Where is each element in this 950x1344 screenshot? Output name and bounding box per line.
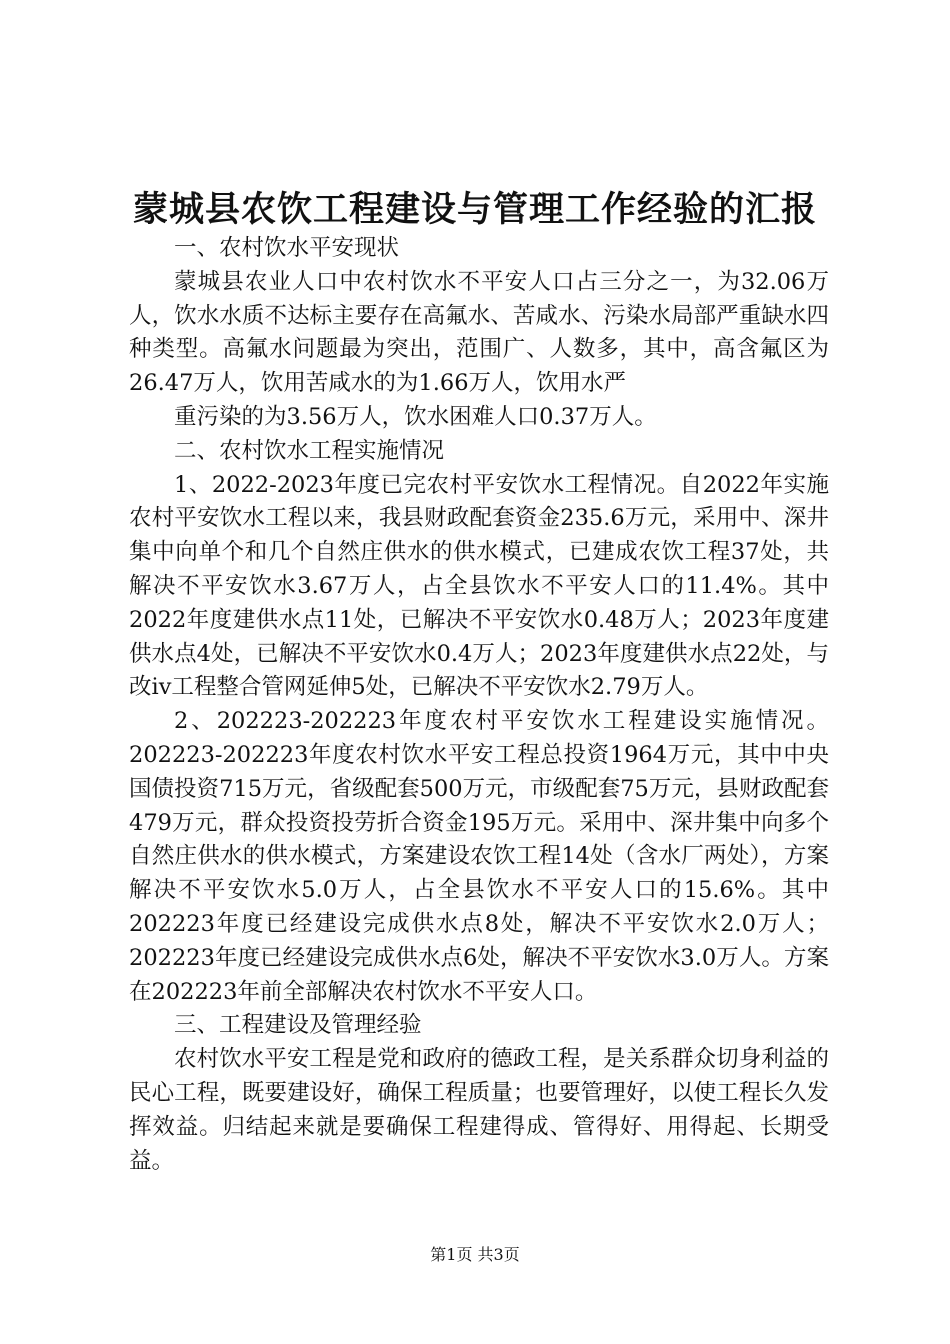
document-title: 蒙城县农饮工程建设与管理工作经验的汇报 [132, 189, 817, 230]
paragraph: 2、202223-202223年度农村平安饮水工程建设实施情况。202223-202223年度农村饮水平安工程总投资1964万元，其中中央国债投资715万元，省级配套500万元，市级配套75万元，县财政配套479万元，群众投资投劳折合资金195万元。采用中、深井集中向多个自然庄供水的供水模式，方案建设农饮工程14处（含水厂两处），方案解决不平安饮水5.0万人，占全县饮水不平安人口的15.6%。其中202223年度已经建设完成供水点8处，解决不平安饮水2.0万人；202223年度已经建设完成供水点6处，解决不平安饮水3.0万人。方案在202223年前全部解决农村饮水不平安人口。 [129, 708, 829, 1005]
section-heading: 二、农村饮水工程实施情况 [174, 437, 445, 464]
paragraph: 重污染的为3.56万人，饮水困难人口0.37万人。 [174, 403, 657, 430]
document-body [129, 232, 829, 1178]
page-footer: 第1页 共3页 [430, 1245, 520, 1264]
section-heading: 一、农村饮水平安现状 [174, 235, 400, 261]
paragraph: 蒙城县农业人口中农村饮水不平安人口占三分之一，为32.06万人，饮水水质不达标主要存在高氟水、苦咸水、污染水局部严重缺水四种类型。高氟水问题最为突出，范围广、人数多，其中，高含氟区为26.47万人，饮用苦咸水的为1.66万人，饮用水严 [129, 268, 829, 397]
section-heading: 三、工程建设及管理经验 [174, 1012, 422, 1039]
paragraph: 农村饮水平安工程是党和政府的德政工程，是关系群众切身利益的民心工程，既要建设好，确保工程质量；也要管理好，以使工程长久发挥效益。归结起来就是要确保工程建得成、管得好、用得起、长期受益。 [129, 1046, 829, 1174]
paragraph: 1、2022-2023年度已完农村平安饮水工程情况。自2022年实施农村平安饮水工程以来，我县财政配套资金235.6万元，采用中、深井集中向单个和几个自然庄供水的供水模式，已建成农饮工程37处，共解决不平安饮水3.67万人，占全县饮水不平安人口的11.4%。其中2022年度建供水点11处，已解决不平安饮水0.48万人；2023年度建供水点4处，已解决不平安饮水0.4万人；2023年度建供水点22处，与改iv工程整合管网延伸5处，已解决不平安饮水2.79万人。 [129, 471, 829, 701]
